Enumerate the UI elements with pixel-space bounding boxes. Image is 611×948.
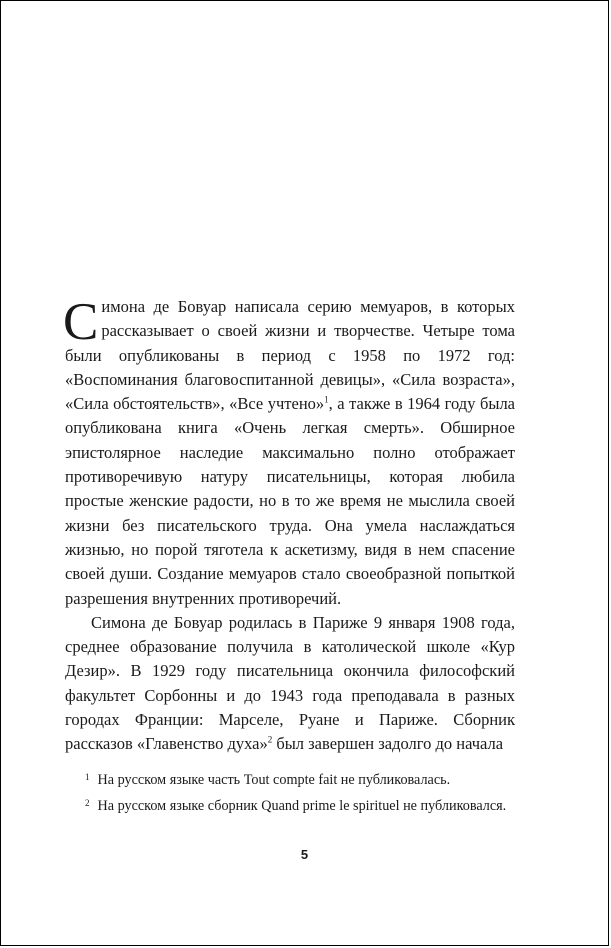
paragraph-1-text-a: имона де Бовуар написала серию мемуаров, в которых рассказывает о своей жизни и творчестве. Четыре тома были опубликованы в период с 1958 по 1972 год: «Воспоминания благовоспитанной девицы», «Сила возраста», «Сила обстоятельств», «Все учтено»	[65, 297, 515, 414]
paragraph-1-text-b: , а также в 1964 году была опубликована книга «Очень легкая смерть». Обширное эпистолярное наследие максимально полно отображает противоречивую натуру писательницы, которая любила простые женские радости, но в то же время не мыслила своей жизни без писательского труда. Она умела наслаждаться жизнью, но порой тяготела к аскетизму, видя в нем спасение своей души. Создание мемуаров стало своеобразной попыткой разрешения внутренних противоречий.	[65, 394, 515, 608]
page-number: 5	[300, 847, 309, 862]
paragraph-1	[65, 295, 515, 611]
footnotes	[65, 766, 515, 817]
footnote-ref-2: 2	[267, 734, 273, 745]
paragraph-2	[65, 611, 515, 757]
footnote-2-text: На русском языке сборник Quand prime le spirituel не публиковался.	[97, 797, 507, 814]
drop-cap: С	[63, 293, 99, 351]
main-text	[65, 295, 515, 757]
paragraph-2-text-b: был завершен задолго до начала	[272, 734, 504, 754]
paragraph-2-text-a: Симона де Бовуар родилась в Париже 9 января 1908 года, среднее образование получила в католической школе «Кур Дезир». В 1929 году писательница окончила философский факультет Сорбонны и до 1943 года преподавала в разных городах Франции: Марселе, Руане и Париже. Сборник рассказов «Главенство духа»	[65, 612, 515, 754]
footnote-1-text: На русском языке часть Tout compte fait не публиковалась.	[97, 772, 451, 788]
footnote-2	[65, 792, 515, 818]
footnote-2-number: 2	[85, 797, 90, 808]
footnote-1-number: 1	[85, 772, 90, 782]
footnote-ref-1: 1	[324, 394, 329, 405]
footnote-1	[65, 766, 515, 792]
